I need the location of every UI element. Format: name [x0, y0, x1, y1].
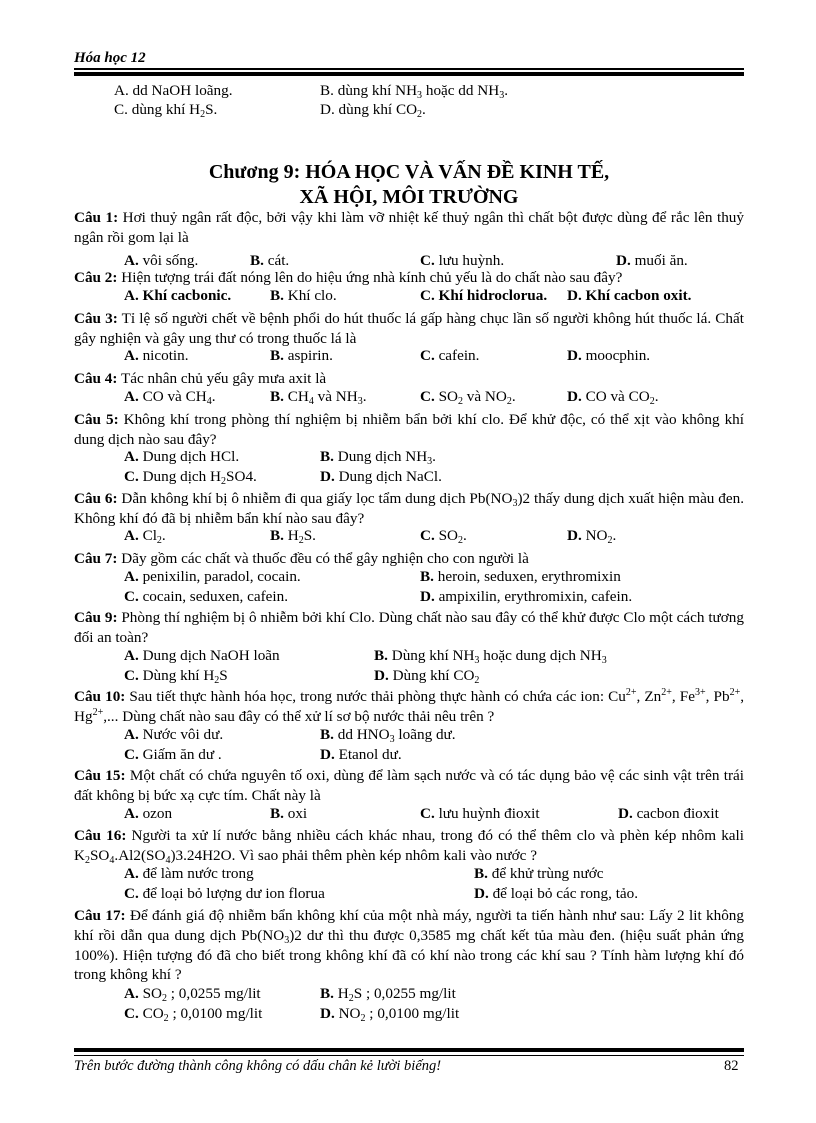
- question-q4-stem: [74, 369, 744, 389]
- question-q4-option-c: C. $SO_2$ và $NO_2$.: [420, 388, 516, 407]
- question-q1-option-c: C. lưu huỳnh.: [420, 252, 505, 269]
- question-label: Câu 1:: [74, 209, 119, 226]
- question-label: Câu 3:: [74, 310, 118, 327]
- question-q3-option-d: D. moocphin.: [567, 347, 651, 364]
- question-q16-option-c: C. để loại bỏ lượng dư ion florua: [124, 885, 325, 902]
- question-text: Để đánh giá độ nhiễm bẩn không khí của một nhà máy, người ta tiến hành như sau: Lấy 2 lit không khí rồi dẫn qua dung dịch $Pb(NO_3)2$ dư thì thu được 0,3585 mg chất kết tủa màu đen. (hiệu suất phản ứng 100%). Hiện tượng đó đã cho biết trong không khí đã có khí nào trong các khí sau ? Tính hàm lượng khí đó trong không khí ?: [74, 907, 744, 984]
- question-label: Câu 5:: [74, 411, 119, 428]
- question-text: Người ta xử lí nước bằng nhiều cách khác nhau, trong đó có thể thêm clo và phèn kép nhôm kali $K_2SO_4.Al2(SO_4)3.24H2O$. Vì sao phải thêm phèn kép nhôm kali vào nước ?: [74, 827, 744, 866]
- question-q7-option-c: C. cocain, seduxen, cafein.: [124, 588, 289, 605]
- question-q6-stem: [74, 489, 744, 529]
- question-text: Hiện tượng trái đất nóng lên do hiệu ứng nhà kính chủ yếu là do chất nào sau đây?: [117, 269, 623, 286]
- top-option-b: B. dùng khí $NH_3$ hoặc dd $NH_3$.: [320, 82, 509, 101]
- question-q9-option-a: A. Dung dịch NaOH loãn: [124, 647, 280, 664]
- question-label: Câu 17:: [74, 907, 126, 924]
- footer-motto: Trên bước đường thành công không có dấu chân kẻ lười biếng!: [74, 1058, 442, 1074]
- question-q9-option-b: B. Dùng khí $NH_3$ hoặc dung dịch $NH_3$: [374, 647, 607, 666]
- question-label: Câu 7:: [74, 550, 118, 567]
- question-text: Hơi thuỷ ngân rất độc, bởi vậy khi làm vỡ nhiệt kế thuỷ ngân thì chất bột được dùng để rắc lên thuỷ ngân rồi gom lại là: [74, 209, 744, 246]
- question-text: Sau tiết thực hành hóa học, trong nước thải phòng thực hành có chứa các ion: $Cu^{2+}$, $Zn^{2+}$, $Fe^{3+}$, $Pb^{2+}$, $Hg^{2+}$,... Dùng chất nào sau đây có thể xử lí sơ bộ nước thải nêu trên ?: [74, 687, 745, 725]
- question-q5-option-b: B. Dung dịch $NH_3$.: [320, 448, 436, 467]
- question-q15-stem: [74, 766, 744, 806]
- question-q5-option-d: D. Dung dịch NaCl.: [320, 468, 442, 485]
- question-q6-option-d: D. $NO_2$.: [567, 527, 617, 546]
- question-label: Câu 10:: [74, 688, 126, 705]
- question-q1-option-d: D. muối ăn.: [616, 252, 688, 269]
- question-q10-option-c: C. Giấm ăn dư .: [124, 746, 222, 763]
- question-q2-option-b: B. Khí clo.: [270, 287, 337, 304]
- question-q17-option-a: A. $SO_2$ ; 0,0255 mg/lit: [124, 985, 261, 1004]
- question-label: Câu 16:: [74, 827, 127, 844]
- question-q4-option-b: B. $CH_4$ và $NH_3$.: [270, 388, 367, 407]
- question-q5-stem: [74, 410, 744, 450]
- header-rule-thin: [74, 68, 744, 70]
- question-text: Tỉ lệ số người chết về bệnh phổi do hút thuốc lá gấp hàng chục lần số người không hút thuốc lá. Chất gây nghiện và gây ung thư có trong thuốc lá là: [74, 310, 744, 347]
- question-q3-option-b: B. aspirin.: [270, 347, 333, 364]
- question-q9-option-d: D. Dùng khí $CO_2$: [374, 667, 480, 686]
- question-q17-option-c: C. $CO_2$ ; 0,0100 mg/lit: [124, 1005, 263, 1024]
- question-q16-option-b: B. để khử trùng nước: [474, 865, 604, 882]
- question-q10-option-b: B. dd $HNO_3$ loãng dư.: [320, 726, 456, 745]
- question-label: Câu 2:: [74, 269, 118, 286]
- question-text: Dãy gồm các chất và thuốc đều có thể gây nghiện cho con người là: [117, 550, 529, 567]
- question-q9-option-c: C. Dùng khí $H_2S$: [124, 667, 228, 686]
- chapter-title-line1: Chương 9: HÓA HỌC VÀ VẤN ĐỀ KINH TẾ,: [208, 161, 610, 183]
- question-q5-option-c: C. Dung dịch $H_2SO4$.: [124, 468, 257, 487]
- question-q4-option-a: A. CO và $CH_4$.: [124, 388, 216, 407]
- question-label: Câu 9:: [74, 609, 118, 626]
- question-q16-option-d: D. để loại bỏ các rong, tảo.: [474, 885, 639, 902]
- question-q1-option-a: A. vôi sống.: [124, 252, 199, 269]
- question-q15-option-d: D. cacbon đioxit: [618, 805, 719, 822]
- question-q15-option-b: B. oxi: [270, 805, 308, 822]
- question-q4-option-d: D. CO và $CO_2$.: [567, 388, 659, 407]
- question-text: Không khí trong phòng thí nghiệm bị nhiễm bẩn bởi khí clo. Để khử độc, có thể xịt vào không khí dung dịch nào sau đây?: [74, 411, 744, 448]
- question-label: Câu 4:: [74, 370, 118, 387]
- question-q10-option-a: A. Nước vôi dư.: [124, 726, 224, 743]
- question-text: Một chất có chứa nguyên tố oxi, dùng để làm sạch nước và có tác dụng bảo vệ các sinh vật trên trái đất không bị bức xạ cực tím. Chất này là: [74, 767, 744, 804]
- question-q2-option-d: D. Khí cacbon oxit.: [567, 287, 692, 304]
- question-q15-option-a: A. ozon: [124, 805, 173, 822]
- question-q6-option-a: A. $Cl_2$.: [124, 527, 166, 546]
- question-text: Phòng thí nghiệm bị ô nhiễm bởi khí Clo. Dùng chất nào sau đây có thể khử được Clo một cách tương đối an toàn?: [74, 609, 744, 646]
- chapter-title-line2: XÃ HỘI, MÔI TRƯỜNG: [299, 186, 519, 208]
- page-header-title: Hóa học 12: [74, 50, 146, 66]
- question-q16-option-a: A. để làm nước trong: [124, 865, 254, 882]
- question-q17-stem: [74, 906, 744, 985]
- page-number: 82: [724, 1058, 739, 1074]
- question-q17-option-d: D. $NO_2$ ; 0,0100 mg/lit: [320, 1005, 460, 1024]
- question-q15-option-c: C. lưu huỳnh đioxit: [420, 805, 540, 822]
- question-q6-option-b: B. $H_2S$.: [270, 527, 316, 546]
- question-q2-option-c: C. Khí hidroclorua.: [420, 287, 548, 304]
- question-q2-stem: [74, 268, 744, 288]
- top-option-c: C. dùng khí $H_2S$.: [114, 101, 218, 120]
- footer-rule-thin: [74, 1055, 744, 1056]
- question-q10-stem: [74, 687, 744, 727]
- question-q2-option-a: A. Khí cacbonic.: [124, 287, 232, 304]
- top-option-d: D. dùng khí $CO_2$.: [320, 101, 426, 120]
- question-q7-option-b: B. heroin, seduxen, erythromixin: [420, 568, 621, 585]
- question-text: Dẫn không khí bị ô nhiễm đi qua giấy lọc tẩm dung dịch $Pb(NO_3)2$ thấy dung dịch xuất hiện màu đen. Không khí đó đã bị nhiễm bẩn khí nào sau đây?: [74, 490, 744, 527]
- question-q10-option-d: D. Etanol dư.: [320, 746, 402, 763]
- question-label: Câu 15:: [74, 767, 126, 784]
- question-q17-option-b: B. $H_2S$ ; 0,0255 mg/lit: [320, 985, 456, 1004]
- question-q16-stem: [74, 826, 744, 866]
- question-q5-option-a: A. Dung dịch HCl.: [124, 448, 240, 465]
- question-q7-option-a: A. penixilin, paradol, cocain.: [124, 568, 301, 585]
- question-text: Tác nhân chủ yếu gây mưa axit là: [117, 370, 327, 387]
- top-option-a: A. dd NaOH loãng.: [114, 82, 233, 99]
- question-q1-stem: [74, 208, 744, 248]
- header-rule-thick: [74, 72, 744, 76]
- question-q3-option-c: C. cafein.: [420, 347, 480, 364]
- question-q7-stem: [74, 549, 744, 569]
- question-q6-option-c: C. $SO_2$.: [420, 527, 467, 546]
- footer-rule-thick: [74, 1048, 744, 1052]
- question-q1-option-b: B. cát.: [250, 252, 290, 269]
- question-q7-option-d: D. ampixilin, erythromixin, cafein.: [420, 588, 633, 605]
- question-q3-option-a: A. nicotin.: [124, 347, 189, 364]
- question-q3-stem: [74, 309, 744, 349]
- question-q9-stem: [74, 608, 744, 648]
- question-label: Câu 6:: [74, 490, 118, 507]
